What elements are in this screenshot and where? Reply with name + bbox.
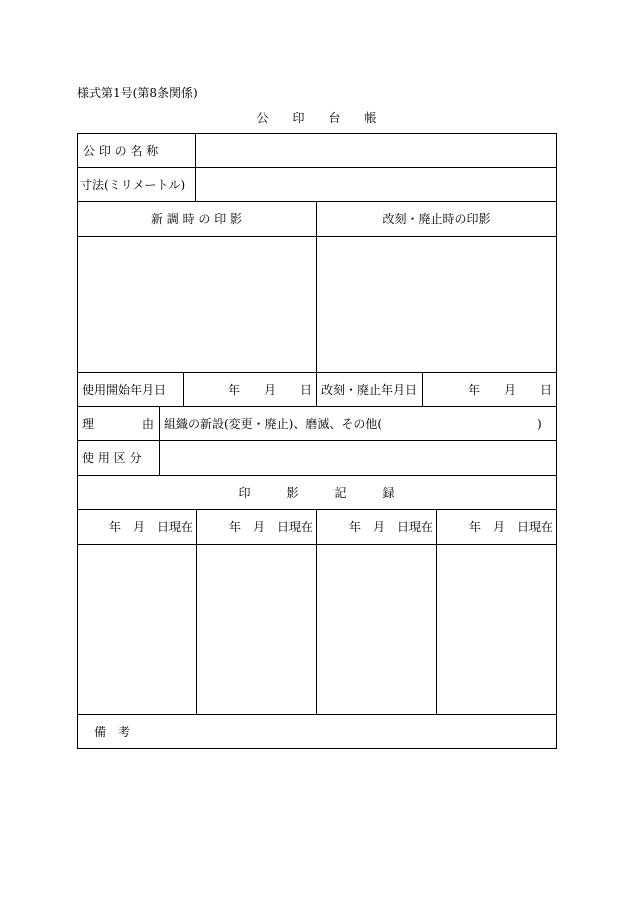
row-divider [77, 167, 556, 168]
start-date-label: 使用開始年月日 [82, 383, 167, 397]
usage-category-label: 使 用 区 分 [82, 451, 142, 465]
date-column-divider [183, 372, 184, 406]
revised-impression-label: 改刻・廃止時の印影 [382, 212, 491, 226]
record-date-4[interactable]: 年 月 日現在 [469, 520, 554, 534]
size-label: 寸法(ミリメートル) [80, 178, 186, 192]
reason-label: 理 由 [82, 417, 155, 431]
record-date-2[interactable]: 年 月 日現在 [229, 520, 314, 534]
row-divider [77, 406, 556, 407]
impression-record-label: 印 影 記 録 [238, 486, 395, 500]
reason-value[interactable]: 組織の新設(変更・廃止)、磨滅、その他( [164, 417, 383, 431]
row-divider [77, 714, 556, 715]
record-box-2[interactable] [198, 546, 315, 713]
start-date-value[interactable]: 年 月 日 [228, 383, 313, 397]
new-impression-label: 新 調 時 の 印 影 [150, 212, 243, 226]
new-impression-box[interactable] [79, 238, 315, 371]
record-box-4[interactable] [438, 546, 554, 713]
record-column-divider [316, 509, 317, 714]
usage-category-field[interactable] [161, 442, 554, 474]
record-column-divider [196, 509, 197, 714]
record-column-divider [436, 509, 437, 714]
size-field[interactable] [197, 169, 554, 200]
form-number: 様式第1号(第8条関係) [77, 86, 198, 100]
remarks-label: 備 考 [94, 725, 131, 739]
seal-name-field[interactable] [197, 135, 554, 166]
seal-name-label: 公 印 の 名 称 [83, 144, 159, 158]
record-date-1[interactable]: 年 月 日現在 [109, 520, 194, 534]
record-box-1[interactable] [79, 546, 195, 713]
page-title: 公 印 台 帳 [256, 111, 377, 125]
revised-date-value[interactable]: 年 月 日 [468, 383, 553, 397]
revised-impression-box[interactable] [318, 238, 554, 371]
record-date-3[interactable]: 年 月 日現在 [349, 520, 434, 534]
date-column-divider [422, 372, 423, 406]
revised-date-label: 改刻・廃止年月日 [321, 383, 418, 397]
row-divider [77, 475, 556, 476]
record-box-3[interactable] [318, 546, 435, 713]
reason-column-divider [159, 406, 160, 475]
center-column-divider [316, 201, 317, 406]
row-divider [77, 440, 556, 441]
label-column-divider [195, 133, 196, 201]
reason-close-paren: ) [537, 417, 542, 431]
